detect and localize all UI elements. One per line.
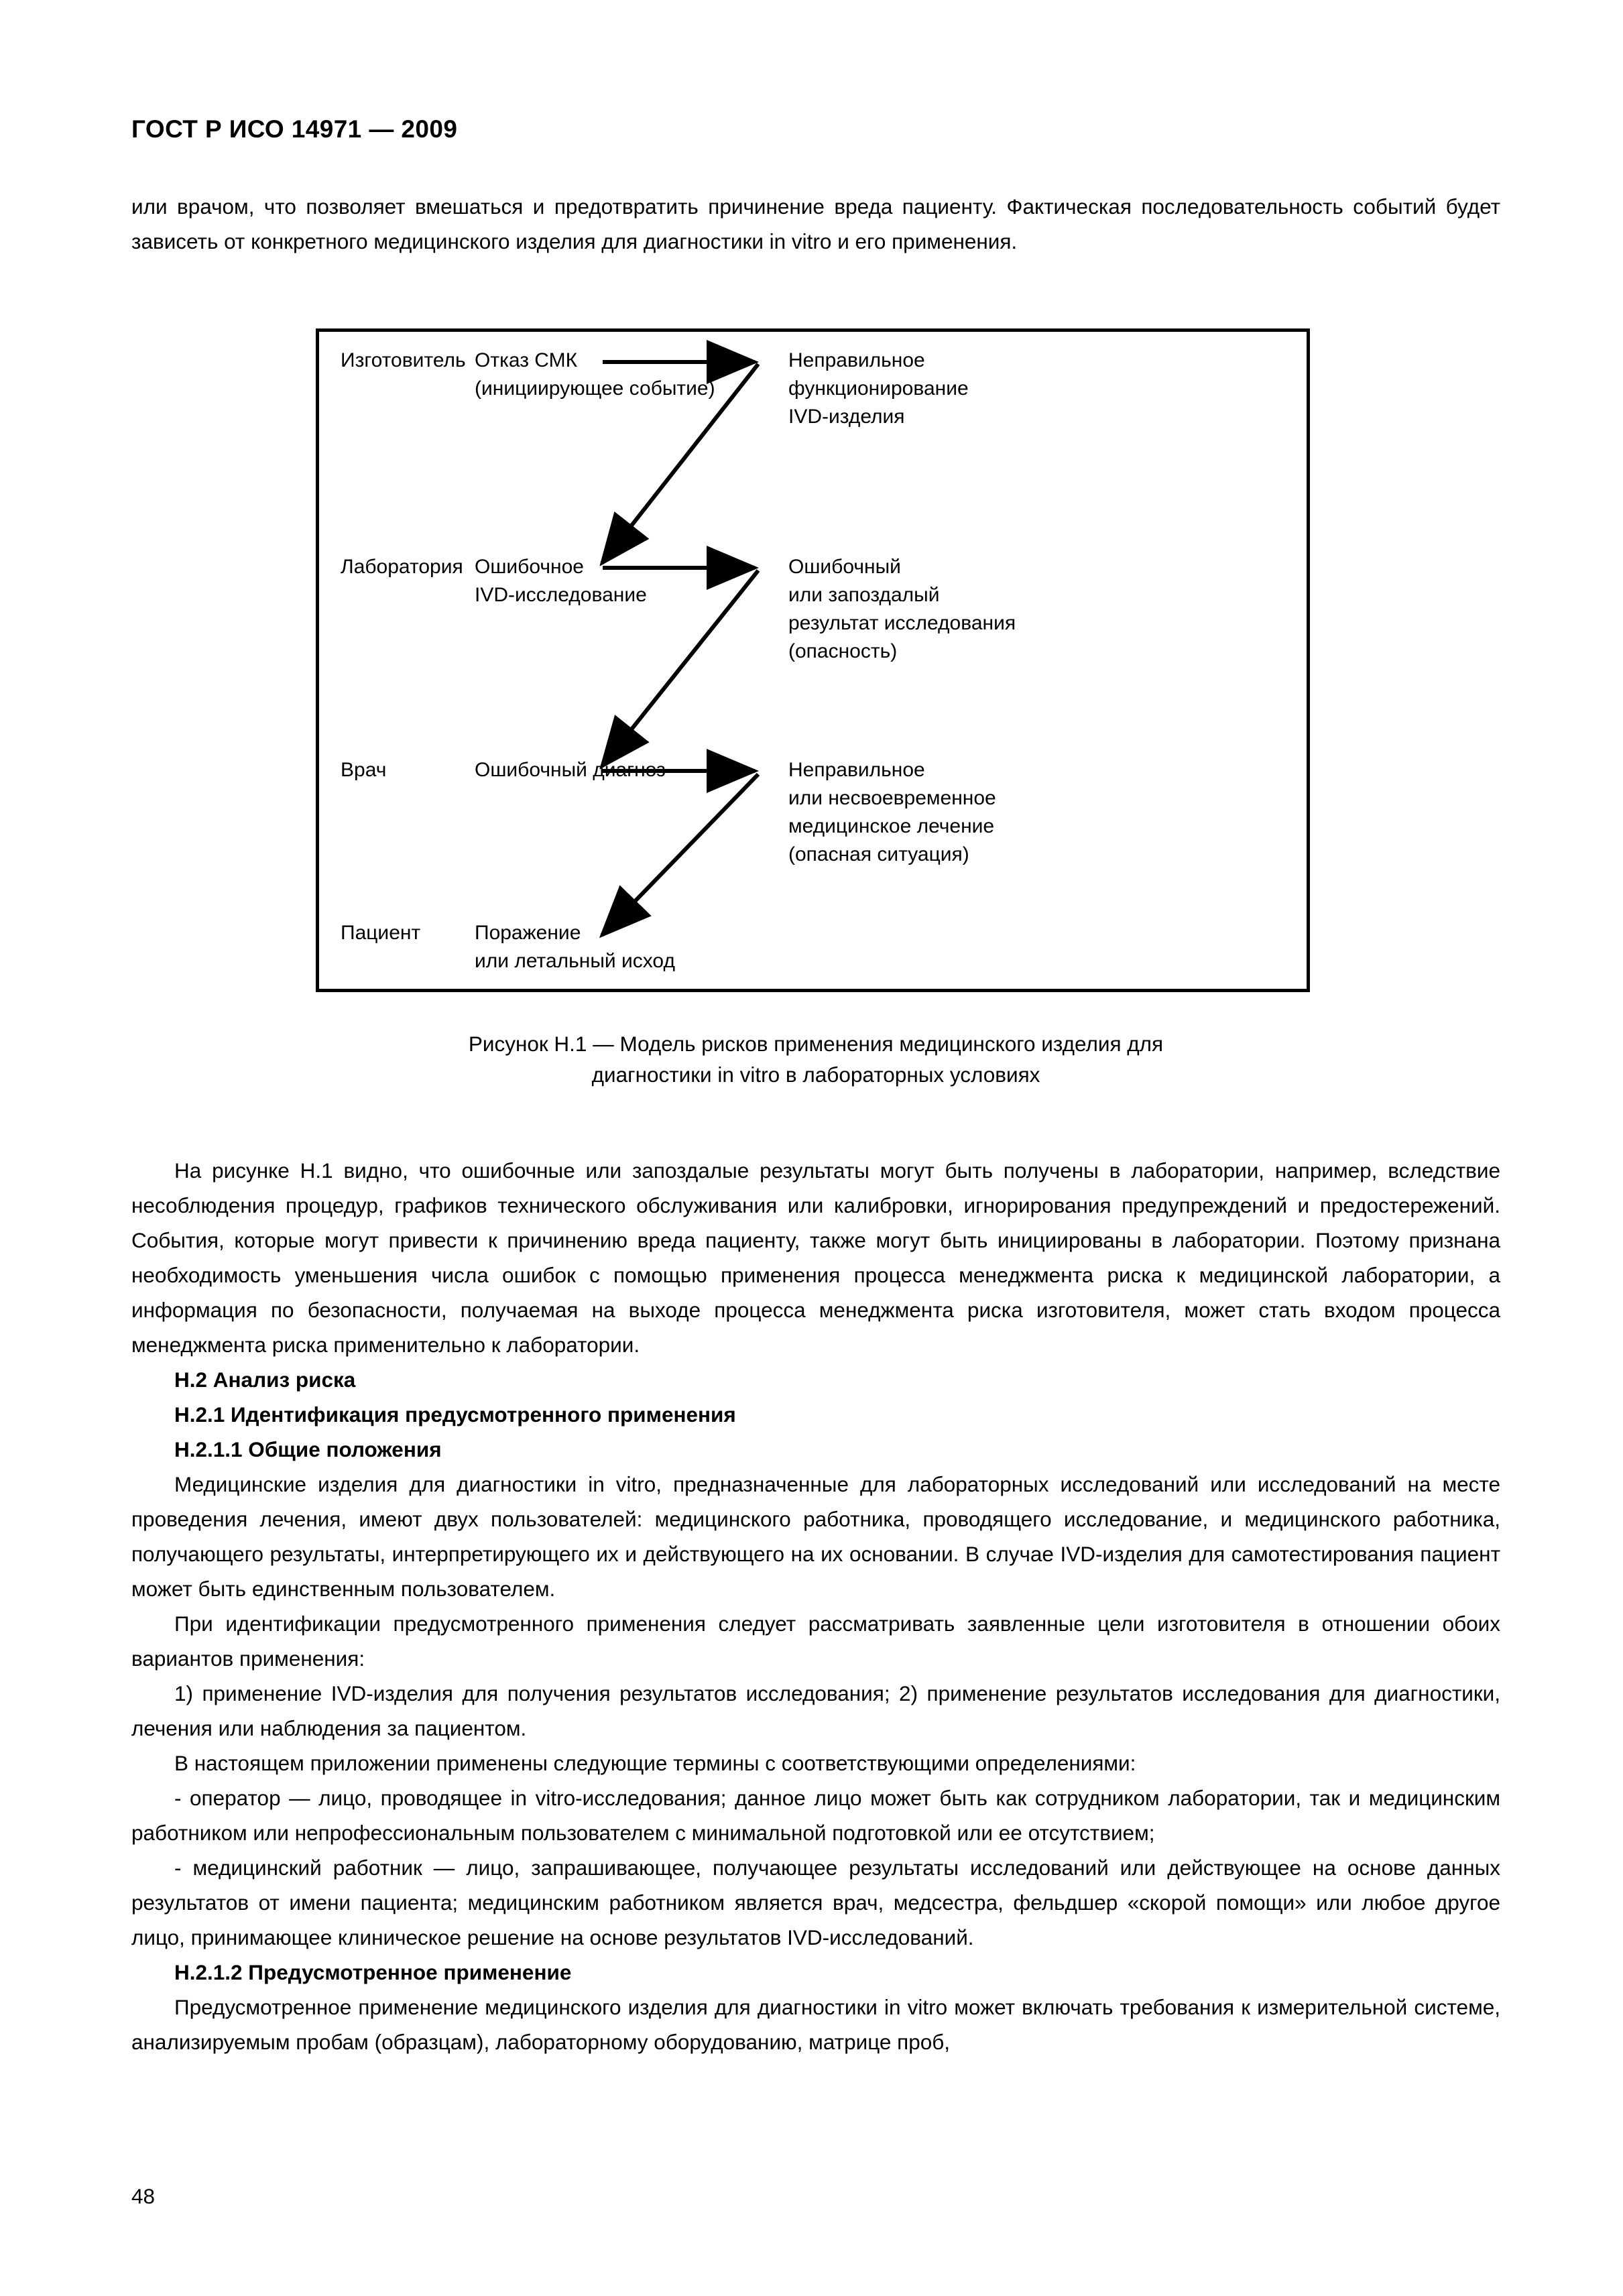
figure-outcome-manufacturer-line3: IVD-изделия (788, 406, 905, 428)
paragraph-after-figure: На рисунке H.1 видно, что ошибочные или запоздалые результаты могут быть получены в лаборатории, например, вследствие несоблюдения процедур, графиков технического обслуживания или калибровки, игнорирования предупреждений и предостережений. События, которые могут привести к причинению вреда пациенту, также могут быть инициированы в лаборатории. Поэтому признана необходимость уменьшения числа ошибок с помощью применения процесса менеджмента риска к медицинской лаборатории, а информация по безопасности, получаемая на выходе процесса менеджмента риска изготовителя, может стать входом процесса менеджмента риска применительно к лаборатории. (131, 1158, 1500, 1357)
figure-outcome-manufacturer-line1: Неправильное (788, 349, 925, 371)
figure-event-physician-line1: Ошибочный диагноз (475, 759, 666, 781)
heading-h2-1: H.2.1 Идентификация предусмотренного применения (174, 1402, 736, 1427)
figure-actor-manufacturer: Изготовитель (341, 349, 466, 371)
figure-actor-laboratory: Лаборатория (341, 556, 463, 578)
figure-outcome-laboratory-line2: или запоздалый (788, 584, 940, 606)
page-number: 48 (131, 2184, 156, 2208)
figure-outcome-physician-line1: Неправильное (788, 759, 925, 781)
figure-h1 (131, 328, 1500, 1090)
figure-border-box (316, 328, 1310, 992)
document-header-title: ГОСТ Р ИСО 14971 — 2009 (131, 115, 458, 143)
figure-caption-line-1: Рисунок H.1 — Модель рисков применения медицинского изделия для (468, 1032, 1164, 1056)
figure-event-manufacturer-line1: Отказ СМК (475, 349, 578, 371)
figure-event-manufacturer-line2: (инициирующее событие) (475, 377, 715, 400)
figure-outcome-manufacturer-line2: функционирование (788, 377, 969, 400)
figure-event-patient-line1: Поражение (475, 922, 581, 944)
intro-paragraph: или врачом, что позволяет вмешаться и предотвратить причинение вреда пациенту. Фактическая последовательность событий будет зависеть от конкретного медицинского изделия для диагностики in vitro и его применения. (131, 194, 1500, 253)
figure-caption-line-2: диагностики in vitro в лабораторных условиях (591, 1063, 1040, 1087)
figure-actor-patient: Пациент (341, 922, 421, 944)
heading-h2: H.2 Анализ риска (174, 1368, 356, 1392)
heading-h2-1-1: H.2.1.1 Общие положения (174, 1437, 442, 1461)
figure-outcome-physician-line4: (опасная ситуация) (788, 843, 969, 865)
figure-event-patient-line2: или летальный исход (475, 950, 675, 972)
figure-outcome-laboratory-line3: результат исследования (788, 612, 1016, 634)
figure-outcome-physician-line3: медицинское лечение (788, 815, 995, 837)
figure-actor-physician: Врач (341, 759, 387, 781)
figure-event-laboratory-line1: Ошибочное (475, 556, 584, 578)
paragraph-h211-2: При идентификации предусмотренного применения следует рассматривать заявленные цели изготовителя в отношении обоих вариантов применения: (131, 1612, 1500, 1671)
arrow-row3-to-row4-diagonal (602, 774, 758, 935)
figure-event-laboratory-line2: IVD-исследование (475, 584, 647, 606)
heading-h2-1-2: H.2.1.2 Предусмотренное применение (174, 1960, 572, 1984)
figure-outcome-laboratory-line4: (опасность) (788, 640, 898, 662)
figure-caption (131, 1028, 1500, 1090)
paragraph-h211-3: 1) применение IVD-изделия для получения результатов исследования; 2) применение результатов исследования для диагностики, лечения или наблюдения за пациентом. (131, 1681, 1500, 1740)
paragraph-h212-1: Предусмотренное применение медицинского изделия для диагностики in vitro может включать требования к измерительной системе, анализируемым пробам (образцам), лабораторному оборудованию, матрице проб, (131, 1995, 1500, 2054)
paragraph-term-healthcare-professional: - медицинский работник — лицо, запрашивающее, получающее результаты исследований или действующее на основе данных результатов от имени пациента; медицинским работником является врач, медсестра, фельдшер «скорой помощи» или любое другое лицо, принимающее клиническое решение на основе результатов IVD-исследований. (131, 1856, 1500, 1949)
figure-outcome-physician-line2: или несвоевременное (788, 787, 996, 809)
paragraph-h211-1: Медицинские изделия для диагностики in vitro, предназначенные для лабораторных исследований или исследований на месте проведения лечения, имеют двух пользователей: медицинского работника, проводящего исследование, и медицинского работника, получающего результаты, интерпретирующего их и действующего на их основании. В случае IVD-изделия для самотестирования пациент может быть единственным пользователем. (131, 1472, 1500, 1601)
figure-outcome-laboratory-line1: Ошибочный (788, 556, 901, 578)
paragraph-h211-4: В настоящем приложении применены следующие термины с соответствующими определениями: (174, 1751, 1136, 1775)
paragraph-term-operator: - оператор — лицо, проводящее in vitro-исследования; данное лицо может быть как сотрудником лаборатории, так и медицинским работником или непрофессиональным пользователем с минимальной подготовкой или ее отсутствием; (131, 1786, 1500, 1845)
intro-section (131, 189, 1500, 259)
body-section (131, 1153, 1500, 2059)
